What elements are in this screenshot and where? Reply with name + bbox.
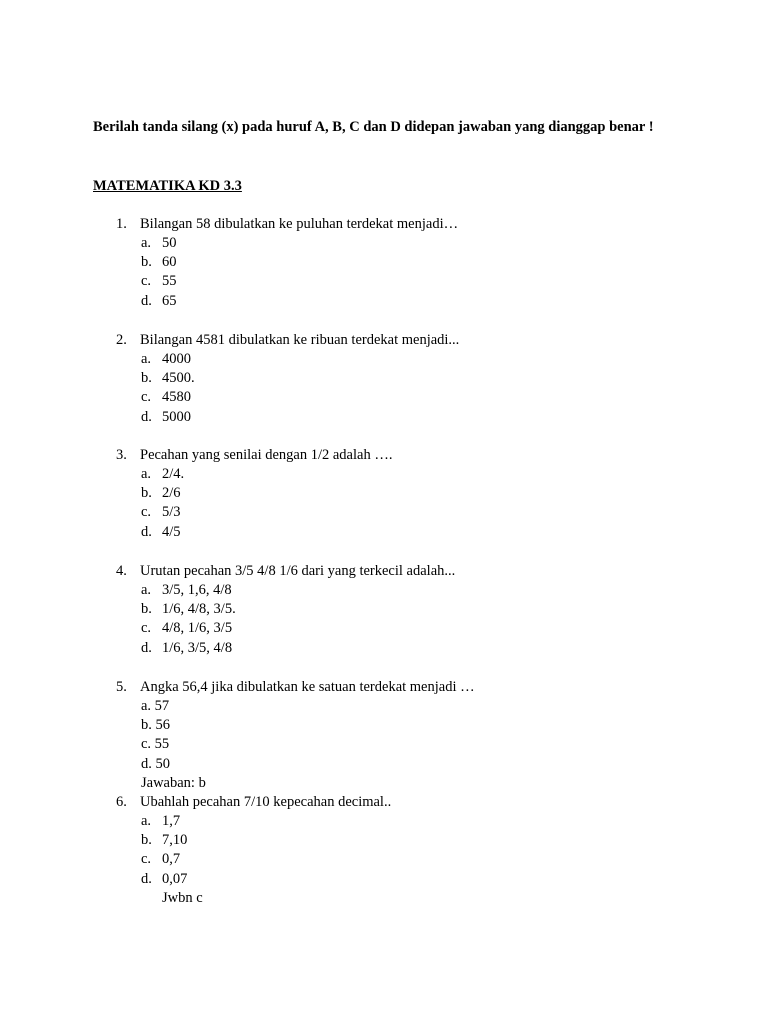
option-text: 1/6, 3/5, 4/8 [162,640,233,656]
question-text: Pecahan yang senilai dengan 1/2 adalah …. [140,447,393,463]
option-letter: b. [141,370,152,386]
option-text: 55 [162,273,177,289]
option-letter: c. [141,504,152,520]
subject-heading: MATEMATIKA KD 3.3 [93,178,242,194]
option-text: 2/4. [162,466,185,482]
option-text: 2/6 [162,485,181,501]
option-text: 5/3 [162,504,181,520]
option-letter: b. [141,601,152,617]
option-text: 0,7 [162,851,181,867]
instruction-text: Berilah tanda silang (x) pada huruf A, B, C dan D didepan jawaban yang dianggap benar ! [93,119,654,135]
option-letter: c. [141,851,152,867]
option-text: 4000 [162,351,191,367]
option-letter: c. [141,273,152,289]
option-text: d. 50 [141,756,170,772]
option-text: 3/5, 1,6, 4/8 [162,582,232,598]
option-text: 7,10 [162,832,188,848]
option-text: 50 [162,235,177,251]
option-text: 4/5 [162,524,181,540]
question-number: 6. [116,794,127,810]
question-text: Angka 56,4 jika dibulatkan ke satuan terdekat menjadi … [140,679,475,695]
question-text: Ubahlah pecahan 7/10 kepecahan decimal.. [140,794,392,810]
option-letter: a. [141,351,152,367]
question-text: Bilangan 4581 dibulatkan ke ribuan terdekat menjadi... [140,332,460,348]
question-number: 5. [116,679,127,695]
option-letter: a. [141,582,152,598]
option-text: 1,7 [162,813,181,829]
option-text: 5000 [162,409,191,425]
option-text: 0,07 [162,871,188,887]
option-letter: d. [141,640,152,656]
option-letter: b. [141,485,152,501]
answer-note: Jawaban: b [141,775,206,791]
option-text: 4500. [162,370,195,386]
option-letter: d. [141,409,152,425]
question-number: 2. [116,332,127,348]
option-text: 4/8, 1/6, 3/5 [162,620,233,636]
option-text: 1/6, 4/8, 3/5. [162,601,236,617]
option-letter: b. [141,254,152,270]
option-text: 60 [162,254,177,270]
question-text: Bilangan 58 dibulatkan ke puluhan terdekat menjadi… [140,216,459,232]
option-letter: d. [141,871,152,887]
option-text: c. 55 [141,736,170,752]
option-letter: a. [141,235,152,251]
option-text: 65 [162,293,177,309]
answer-note: Jwbn c [162,890,203,906]
option-letter: d. [141,524,152,540]
option-letter: a. [141,466,152,482]
option-letter: b. [141,832,152,848]
option-letter: c. [141,620,152,636]
question-number: 4. [116,563,127,579]
question-text: Urutan pecahan 3/5 4/8 1/6 dari yang terkecil adalah... [140,563,456,579]
option-text: a. 57 [141,698,170,714]
option-letter: a. [141,813,152,829]
option-text: 4580 [162,389,191,405]
question-number: 3. [116,447,127,463]
option-letter: d. [141,293,152,309]
option-text: b. 56 [141,717,170,733]
option-letter: c. [141,389,152,405]
question-number: 1. [116,216,127,232]
